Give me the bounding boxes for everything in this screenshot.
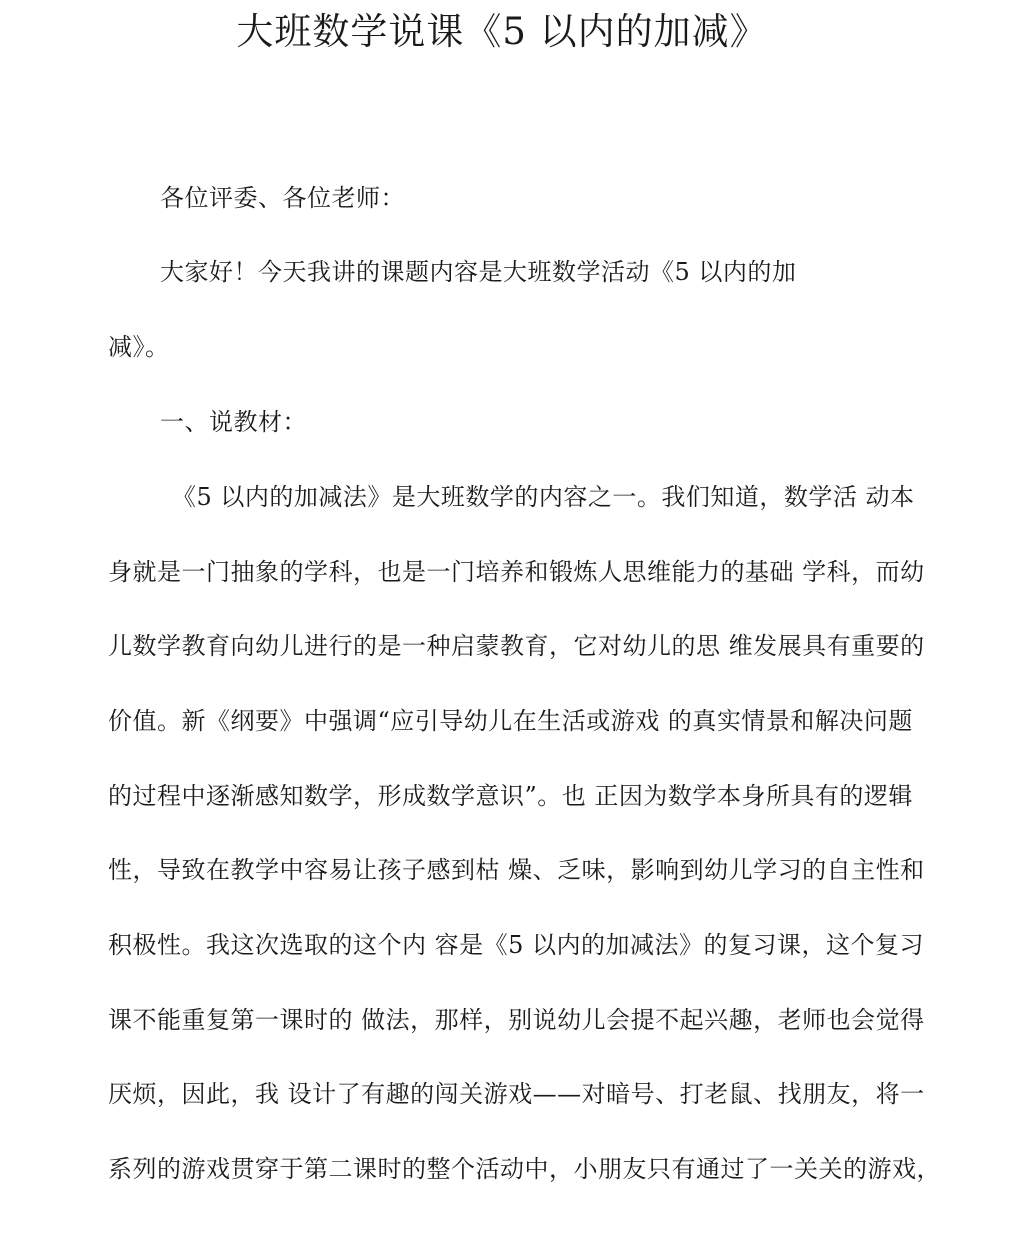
paragraph-line: 系列的游戏贯穿于第二课时的整个活动中，小朋友只有通过了一关关的游戏， [108, 1155, 941, 1183]
paragraph-line: 的过程中逐渐感知数学，形成数学意识”。也 正因为数学本身所具有的逻辑 [108, 782, 913, 810]
intro-line: 减》。 [108, 333, 170, 361]
paragraph-line: 厌烦，因此，我 设计了有趣的闯关游戏——对暗号、打老鼠、找朋友，将一 [108, 1080, 925, 1108]
paragraph-line: 《5 以内的加减法》是大班数学的内容之一。我们知道，数学活 动本 [172, 483, 915, 511]
section-heading: 一、说教材： [160, 408, 307, 436]
greeting: 各位评委、各位老师： [160, 184, 405, 212]
paragraph-line: 儿数学教育向幼儿进行的是一种启蒙教育，它对幼儿的思 维发展具有重要的 [108, 632, 925, 660]
paragraph-line: 课不能重复第一课时的 做法，那样，别说幼儿会提不起兴趣，老师也会觉得 [108, 1006, 925, 1034]
page-title: 大班数学说课《5 以内的加减》 [236, 10, 768, 53]
paragraph-line: 积极性。我这次选取的这个内 容是《5 以内的加减法》的复习课，这个复习 [108, 931, 925, 959]
paragraph-line: 性，导致在教学中容易让孩子感到枯 燥、乏味，影响到幼儿学习的自主性和 [108, 856, 925, 884]
paragraph-line: 价值。新《纲要》中强调“应引导幼儿在生活或游戏 的真实情景和解决问题 [108, 707, 913, 735]
intro-line: 大家好！今天我讲的课题内容是大班数学活动《5 以内的加 [160, 258, 797, 286]
paragraph-line: 身就是一门抽象的学科，也是一门培养和锻炼人思维能力的基础 学科，而幼 [108, 558, 925, 586]
